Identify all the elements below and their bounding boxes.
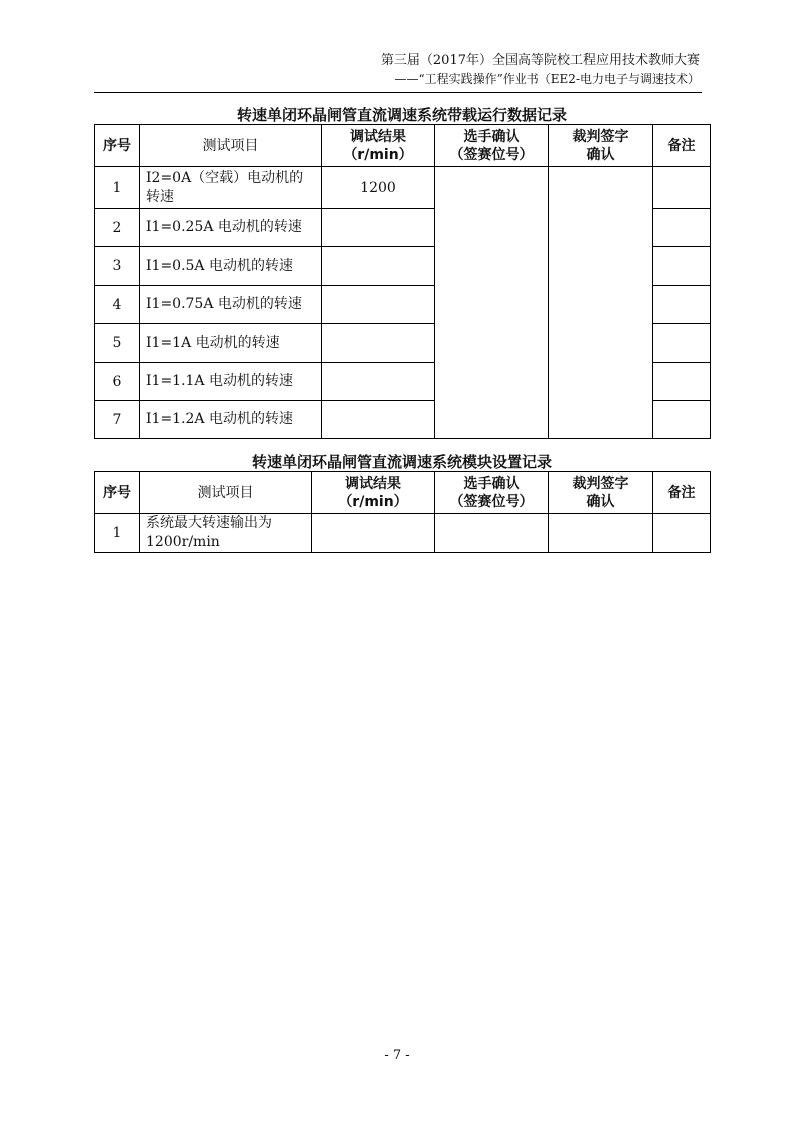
col-header-seq: 序号 xyxy=(95,472,140,514)
contestant-confirm-cell[interactable] xyxy=(435,514,549,553)
row-item: I2=0A（空载）电动机的转速 xyxy=(140,167,322,209)
header-line-1: 第三届（2017年）全国高等院校工程应用技术教师大赛 xyxy=(380,53,700,68)
header-line-2: ——“工程实践操作”作业书（EE2-电力电子与调速技术） xyxy=(394,72,700,86)
table-row xyxy=(95,167,711,209)
row-result[interactable] xyxy=(312,514,435,553)
row-result[interactable] xyxy=(322,209,435,247)
row-seq: 6 xyxy=(95,363,140,401)
table-header-row xyxy=(95,125,711,167)
judge-sign-cell[interactable] xyxy=(549,167,653,439)
row-remark[interactable] xyxy=(653,324,711,363)
col-header-result: 调试结果 （r/min） xyxy=(322,125,435,167)
row-seq: 5 xyxy=(95,324,140,363)
col-header-item: 测试项目 xyxy=(140,125,322,167)
row-result[interactable] xyxy=(322,324,435,363)
row-remark[interactable] xyxy=(653,167,711,209)
col-header-remark: 备注 xyxy=(653,472,711,514)
row-item: I1=1A 电动机的转速 xyxy=(140,324,322,363)
row-result[interactable]: 1200 xyxy=(322,167,435,209)
header-divider xyxy=(94,92,702,93)
page-number: - 7 - xyxy=(384,1048,410,1063)
col-header-contestant: 选手确认 （签赛位号） xyxy=(435,125,549,167)
col-header-remark: 备注 xyxy=(653,125,711,167)
row-remark[interactable] xyxy=(653,247,711,286)
row-item: I1=1.1A 电动机的转速 xyxy=(140,363,322,401)
row-result[interactable] xyxy=(322,363,435,401)
col-header-judge: 裁判签字 确认 xyxy=(549,472,653,514)
row-result[interactable] xyxy=(322,286,435,324)
row-remark[interactable] xyxy=(653,514,711,553)
row-seq: 4 xyxy=(95,286,140,324)
row-seq: 2 xyxy=(95,209,140,247)
row-item: I1=0.5A 电动机的转速 xyxy=(140,247,322,286)
row-item: I1=0.25A 电动机的转速 xyxy=(140,209,322,247)
row-seq: 7 xyxy=(95,401,140,439)
judge-sign-cell[interactable] xyxy=(549,514,653,553)
table-header-row xyxy=(95,472,711,514)
contestant-confirm-cell[interactable] xyxy=(435,167,549,439)
module-setting-table xyxy=(94,471,711,553)
table1-caption: 转速单闭环晶闸管直流调速系统带载运行数据记录 xyxy=(236,106,567,124)
row-remark[interactable] xyxy=(653,363,711,401)
row-remark[interactable] xyxy=(653,209,711,247)
row-remark[interactable] xyxy=(653,286,711,324)
col-header-item: 测试项目 xyxy=(140,472,312,514)
row-seq: 1 xyxy=(95,514,140,553)
table2-caption: 转速单闭环晶闸管直流调速系统模块设置记录 xyxy=(251,453,552,471)
col-header-seq: 序号 xyxy=(95,125,140,167)
col-header-result: 调试结果 （r/min） xyxy=(312,472,435,514)
row-result[interactable] xyxy=(322,247,435,286)
row-item: I1=0.75A 电动机的转速 xyxy=(140,286,322,324)
row-seq: 1 xyxy=(95,167,140,209)
row-seq: 3 xyxy=(95,247,140,286)
col-header-contestant: 选手确认 （签赛位号） xyxy=(435,472,549,514)
running-header xyxy=(94,52,700,88)
col-header-judge: 裁判签字 确认 xyxy=(549,125,653,167)
row-remark[interactable] xyxy=(653,401,711,439)
load-test-table xyxy=(94,124,711,439)
table-row xyxy=(95,514,711,553)
row-item: I1=1.2A 电动机的转速 xyxy=(140,401,322,439)
row-item: 系统最大转速输出为1200r/min xyxy=(140,514,312,553)
row-result[interactable] xyxy=(322,401,435,439)
